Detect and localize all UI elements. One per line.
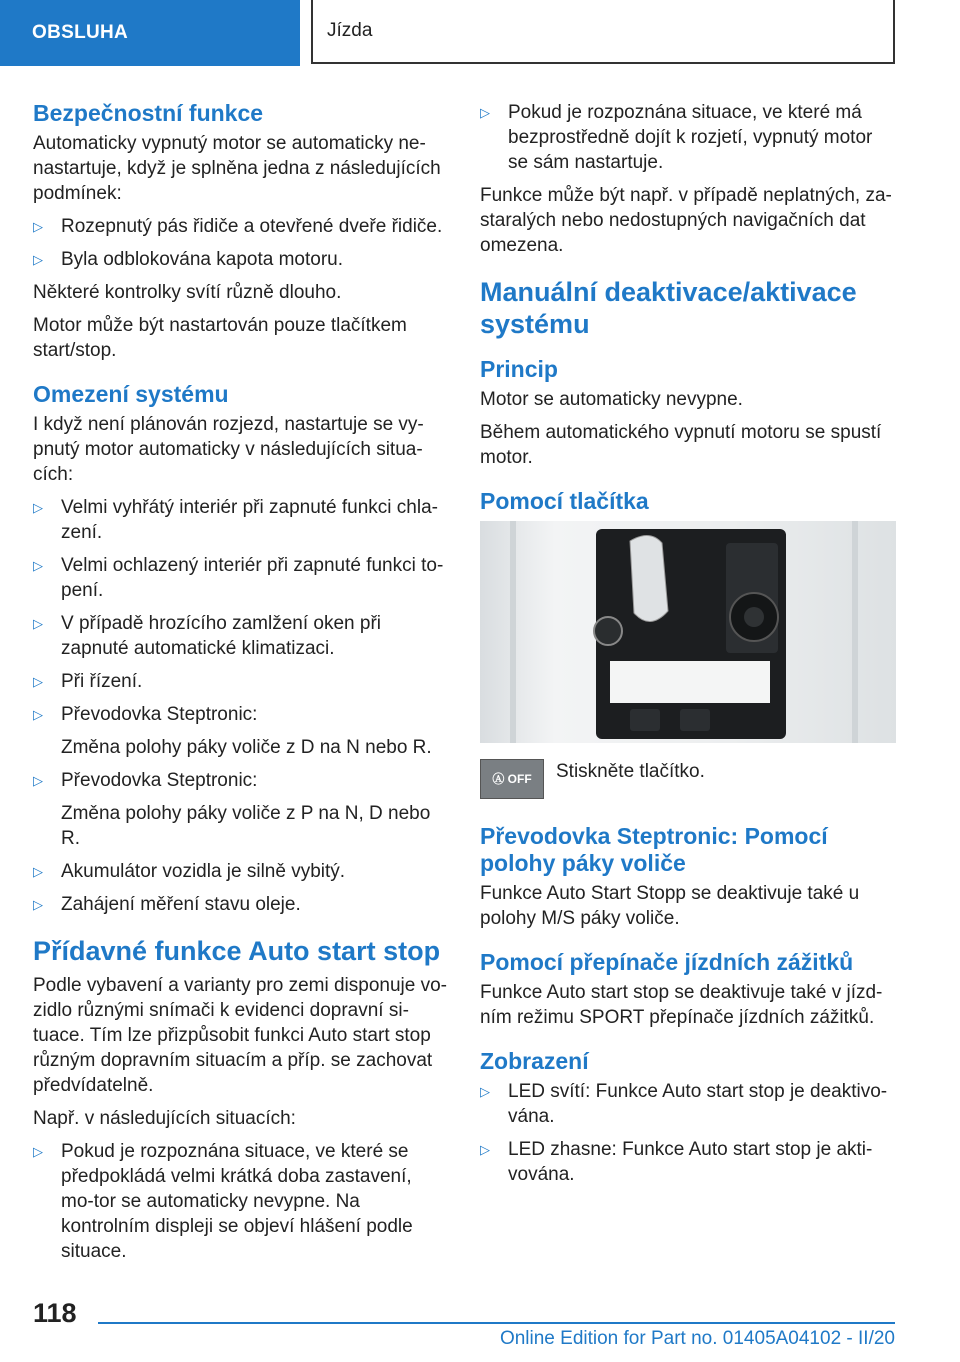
- footer-divider: [98, 1322, 895, 1324]
- list-item: ▷ Zahájení měření stavu oleje.: [33, 894, 301, 915]
- heading-omezeni-systemu: Omezení systému: [33, 381, 229, 407]
- triangle-right-icon: ▷: [33, 674, 43, 689]
- triangle-right-icon: ▷: [33, 1144, 43, 1159]
- list-item: ▷ LED svítí: Funkce Auto start stop je deaktivo-vána.: [480, 1081, 888, 1127]
- heading-manualni-deaktivace: Manuální deaktivace/aktivace systému: [480, 277, 857, 339]
- section-tab: OBSLUHA: [0, 0, 300, 66]
- heading-prevodovka-volic: Převodovka Steptronic: Pomocí polohy páky voliče: [480, 823, 828, 876]
- triangle-right-icon: ▷: [33, 558, 43, 573]
- chapter-title: Jízda: [327, 20, 373, 41]
- heading-bezpecnostni-funkce: Bezpečnostní funkce: [33, 100, 264, 126]
- page-number: 118: [33, 1298, 77, 1328]
- heading-princip: Princip: [480, 356, 558, 382]
- triangle-right-icon: ▷: [33, 219, 43, 234]
- paragraph: Např. v následujících situacích:: [33, 1108, 296, 1129]
- right-column: [480, 100, 896, 1195]
- paragraph: Motor může být nastartován pouze tlačítkem start/stop.: [33, 315, 407, 361]
- list-item: ▷ Pokud je rozpoznána situace, ve které se předpokládá velmi krátká doba zastavení, mo-tor se automaticky nevypne. Na kontrolním displeji se objeví hlášení podle situace.: [33, 1141, 413, 1262]
- heading-zobrazeni: Zobrazení: [480, 1048, 589, 1074]
- triangle-right-icon: ▷: [33, 897, 43, 912]
- triangle-right-icon: ▷: [33, 616, 43, 631]
- triangle-right-icon: ▷: [33, 864, 43, 879]
- triangle-right-icon: ▷: [33, 773, 43, 788]
- list-item: ▷ Převodovka Steptronic:: [33, 704, 258, 725]
- auto-start-stop-off-icon: Ⓐ OFF: [480, 759, 544, 799]
- paragraph: Podle vybavení a varianty pro zemi disponuje vo-zidlo různými snímači k evidenci dopravní si-tuace. Tím lze přizpůsobit funkci Auto start stop různým dopravním situacím a příp. se zachovat předvídatelně.: [33, 975, 448, 1096]
- heading-pomoci-tlacitka: Pomocí tlačítka: [480, 488, 649, 514]
- list-item: ▷ Velmi ochlazený interiér při zapnuté funkci to-pení.: [33, 555, 444, 601]
- paragraph: Funkce Auto Start Stopp se deaktivuje také u polohy M/S páky voliče.: [480, 883, 860, 929]
- list-item: ▷ Převodovka Steptronic:: [33, 770, 258, 791]
- list-subitem: Změna polohy páky voliče z D na N nebo R.: [61, 737, 432, 758]
- list-subitem: Změna polohy páky voliče z P na N, D nebo R.: [61, 803, 431, 849]
- triangle-right-icon: ▷: [33, 707, 43, 722]
- triangle-right-icon: ▷: [480, 1084, 490, 1099]
- left-column: [33, 100, 449, 1272]
- chapter-header: [311, 0, 895, 64]
- paragraph: Automaticky vypnutý motor se automaticky ne-nastartuje, když je splněna jedna z následujících podmínek:: [33, 133, 441, 204]
- center-console-illustration: [480, 521, 896, 743]
- button-instruction: [480, 759, 896, 799]
- list-item: ▷ V případě hrozícího zamlžení oken při zapnuté automatické klimatizaci.: [33, 613, 382, 659]
- triangle-right-icon: ▷: [480, 1142, 490, 1157]
- heading-pridavne-funkce: Přídavné funkce Auto start stop: [33, 936, 441, 966]
- list-item: ▷ Akumulátor vozidla je silně vybitý.: [33, 861, 346, 882]
- center-console-photo: [480, 521, 896, 743]
- list-item: ▷ Byla odblokována kapota motoru.: [33, 249, 344, 270]
- heading-pomoci-prepinace: Pomocí přepínače jízdních zážitků: [480, 949, 854, 975]
- list-item: ▷ Velmi vyhřátý interiér při zapnuté funkci chla-zení.: [33, 497, 438, 543]
- paragraph: Během automatického vypnutí motoru se spustí motor.: [480, 422, 882, 468]
- list-item: ▷ Pokud je rozpoznána situace, ve které má bezprostředně dojít k rozjetí, vypnutý motor se sám nastartuje.: [480, 102, 873, 173]
- paragraph: Některé kontrolky svítí různě dlouho.: [33, 282, 342, 303]
- triangle-right-icon: ▷: [480, 105, 490, 120]
- paragraph: Funkce může být např. v případě neplatných, za-staralých nebo nedostupných navigačních dat omezena.: [480, 185, 892, 256]
- list-item: ▷ Rozepnutý pás řidiče a otevřené dveře řidiče.: [33, 216, 443, 237]
- footer-edition: Online Edition for Part no. 01405A04102 - II/20: [499, 1328, 895, 1349]
- paragraph: Funkce Auto start stop se deaktivuje také v jízd-ním režimu SPORT přepínače jízdních zážitků.: [480, 982, 883, 1028]
- triangle-right-icon: ▷: [33, 252, 43, 267]
- triangle-right-icon: ▷: [33, 500, 43, 515]
- list-item: ▷ LED zhasne: Funkce Auto start stop je akti-vována.: [480, 1139, 873, 1185]
- paragraph: Stiskněte tlačítko.: [556, 761, 705, 782]
- paragraph: Motor se automaticky nevypne.: [480, 389, 743, 410]
- list-item: ▷ Při řízení.: [33, 671, 143, 692]
- paragraph: I když není plánován rozjezd, nastartuje se vy-pnutý motor automaticky v následujících situa-cích:: [33, 414, 424, 485]
